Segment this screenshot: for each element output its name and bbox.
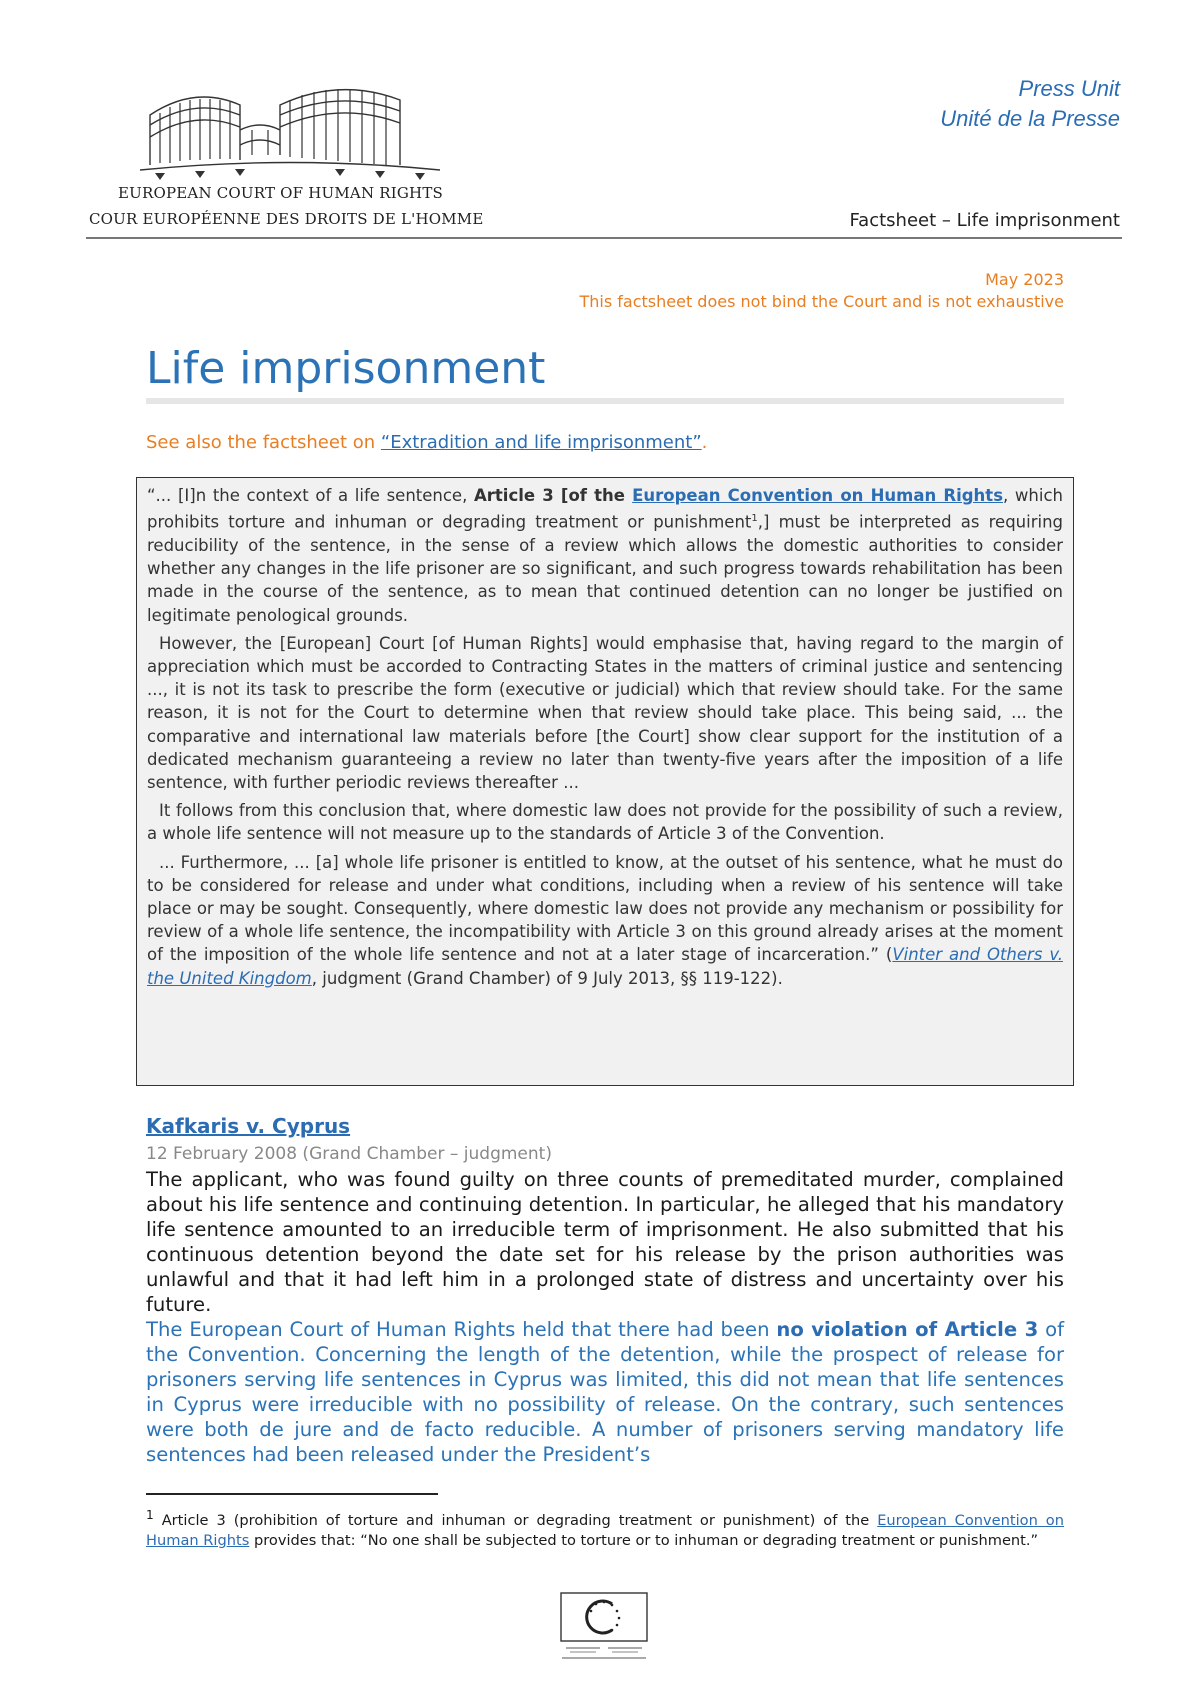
footnote-text: Article 3 (prohibition of torture and inhuman or degrading treatment or punishment) of the xyxy=(153,1511,878,1529)
court-name-en: EUROPEAN COURT OF HUMAN RIGHTS xyxy=(118,184,444,202)
quote-paragraph-4 xyxy=(147,851,1063,990)
press-unit-en: Press Unit xyxy=(1018,76,1120,101)
publication-date: May 2023 xyxy=(985,270,1064,289)
see-also-suffix: . xyxy=(701,432,708,453)
court-name-fr: COUR EUROPÉENNE DES DROITS DE L'HOMME xyxy=(89,210,484,228)
council-of-europe-logo-icon xyxy=(560,1592,648,1660)
quote-text: ... Furthermore, ... [a] whole life prisoner is entitled to know, at the outset of his sentence, what he must do to be considered for release and under what conditions, including when a review of his sentence will take place or may be sought. Consequently, where domestic law does not provide any mechanism or possibility for review of a whole life sentence, the incompatibility with Article 3 on this ground already arises at the moment of the imposition of the whole life sentence and not at a later stage of incarceration.” ( xyxy=(147,852,1063,965)
case-date: 12 February 2008 (Grand Chamber – judgment) xyxy=(146,1144,552,1164)
title-divider xyxy=(146,398,1064,404)
case-heading-link[interactable]: Kafkaris v. Cyprus xyxy=(146,1114,351,1138)
see-also xyxy=(146,432,707,453)
factsheet-title: Factsheet – Life imprisonment xyxy=(849,210,1120,231)
vinter-quote-box xyxy=(136,477,1074,1086)
footnote-number: 1 xyxy=(146,1508,154,1522)
quote-text: , which prohibits torture and inhuman or degrading treatment or punishment xyxy=(147,486,1063,532)
see-also-prefix: See also the factsheet on xyxy=(146,432,381,453)
disclaimer: This factsheet does not bind the Court and is not exhaustive xyxy=(579,292,1064,311)
ruling-text: The European Court of Human Rights held that there had been xyxy=(146,1318,777,1341)
quote-text-bold: [of the xyxy=(553,486,633,505)
footnote-ref[interactable]: 1 xyxy=(751,513,758,525)
case-ruling xyxy=(146,1317,1064,1467)
vinter-case-link[interactable]: Vinter and Others v. the United Kingdom xyxy=(147,945,1063,988)
extradition-factsheet-link[interactable]: “Extradition and life imprisonment” xyxy=(380,432,702,453)
quote-paragraph-2: However, the [European] Court [of Human Rights] would emphasise that, having regard to the margin of appreciation which must be accorded to Contracting States in the matters of criminal justice and sentencing ..., it is not its task to prescribe the form (executive or judicial) which that review should take. For the same reason, it is not for the Court to determine when that review should take place. This being said, ... the comparative and international law materials before [the Court] show clear support for the institution of a dedicated mechanism guaranteeing a review no later than twenty-five years after the imposition of a life sentence, with further periodic reviews thereafter ... xyxy=(147,633,1063,792)
header-divider xyxy=(86,237,1122,239)
ruling-outcome: no violation of Article 3 xyxy=(776,1318,1039,1341)
quote-text: “... [I]n the context of a life sentence, xyxy=(147,486,474,505)
quote-text: , judgment (Grand Chamber) of 9 July 2013, §§ 119-122). xyxy=(311,968,783,988)
press-unit-fr: Unité de la Presse xyxy=(940,106,1120,131)
page-title: Life imprisonment xyxy=(146,343,546,394)
convention-link[interactable]: European Convention on Human Rights xyxy=(632,486,1004,505)
footnote-convention-link[interactable]: European Convention on Human Rights xyxy=(146,1511,1064,1549)
footnote-divider xyxy=(146,1493,438,1495)
quote-article-ref: Article 3 xyxy=(474,486,554,505)
footnote xyxy=(146,1505,1064,1551)
ruling-text: of the Convention. Concerning the length of the detention, while the prospect of release for prisoners serving life sentences in Cyprus was limited, this did not mean that life sentences in Cyprus were irreducible with no possibility of release. On the contrary, such sentences were both de jure and de facto reducible. A number of prisoners serving mandatory life sentences had been released under the President’s xyxy=(146,1318,1064,1466)
court-building-logo-icon xyxy=(140,85,440,185)
quote-paragraph-3: It follows from this conclusion that, where domestic law does not provide for the possibility of such a review, a whole life sentence will not measure up to the standards of Article 3 of the Convention. xyxy=(147,801,1063,844)
quote-paragraph-1 xyxy=(147,484,1063,627)
quote-text: ,] must be interpreted as requiring reducibility of the sentence, in the sense of a review which allows the domestic authorities to consider whether any changes in the life prisoner are so significant, and such progress towards rehabilitation has been made in the course of the sentence, as to mean that continued detention can no longer be justified on legitimate penological grounds. xyxy=(147,512,1064,625)
footnote-text: provides that: “No one shall be subjected to torture or to inhuman or degrading treatment or punishment.” xyxy=(249,1531,1039,1549)
case-facts: The applicant, who was found guilty on three counts of premeditated murder, complained about his life sentence and continuing detention. In particular, he alleged that his mandatory life sentence amounted to an irreducible term of imprisonment. He also submitted that his continuous detention beyond the date set for his release by the prison authorities was unlawful and that it had left him in a prolonged state of distress and uncertainty over his future. xyxy=(146,1168,1064,1316)
